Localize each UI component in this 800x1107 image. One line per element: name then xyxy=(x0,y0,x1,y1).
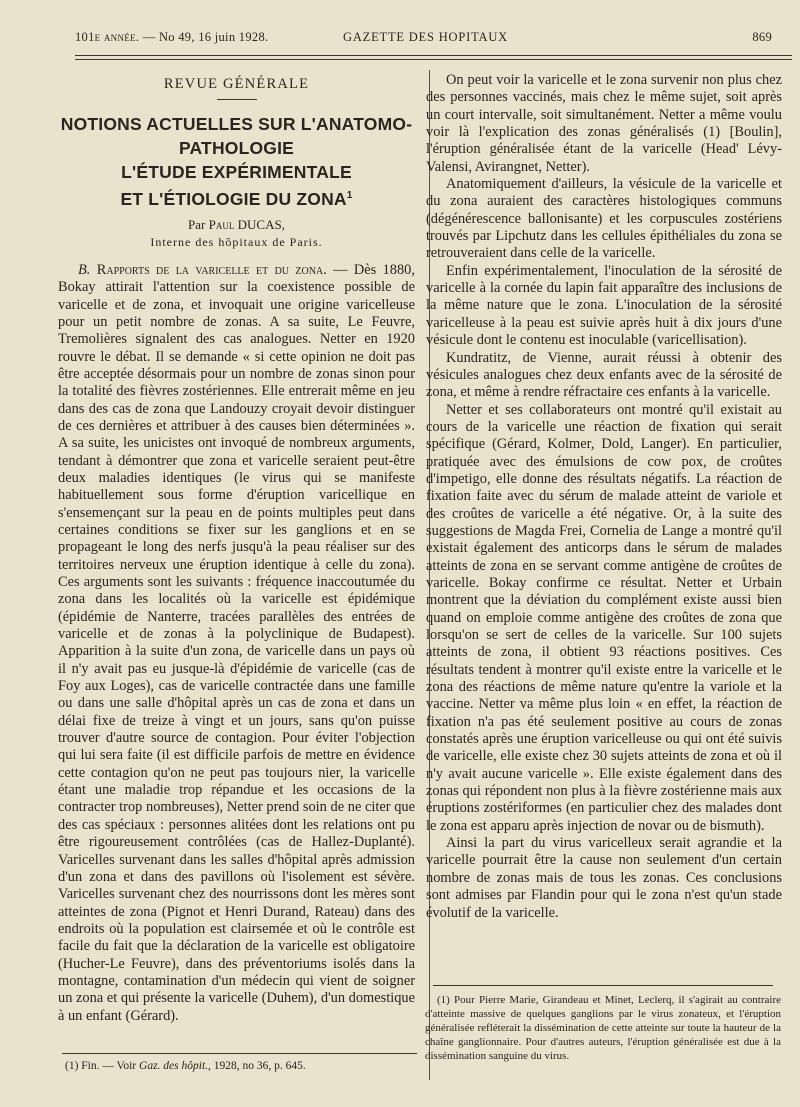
author-role: Interne des hôpitaux de Paris. xyxy=(150,234,323,249)
paragraph: Kundratitz, de Vienne, aurait réussi à obtenir des vésicules analogues chez deux enfants avec de la sérosité de zona, et même à rendre réfractaire ces enfants à la varicelle. xyxy=(426,349,782,401)
article-title-line-1: NOTIONS ACTUELLES SUR L'ANATOMO-PATHOLOGIE xyxy=(60,114,413,158)
footnote-mark: 1 xyxy=(346,190,353,201)
right-column xyxy=(426,72,782,922)
section-title: REVUE GÉNÉRALE xyxy=(163,76,310,92)
footnote-rule xyxy=(62,1053,417,1054)
section-letter: B. xyxy=(78,261,91,278)
footnote-rule-right xyxy=(433,985,773,986)
paragraph: B. Rapports de la varicelle et du zona. — Dès 1880, Bokay attirait l'attention sur la coexistence possible de varicelle et de zona, et invoquait une origine varicelleuse pour un petit nombre de zonas. A sa suite, Le Feuvre, Tremolières signalent des cas analogues. Netter en 1920 rouvre le débat. Il se demande « si cette opinion ne doit pas être acceptée désormais pour un nombre de zonas sinon pour la totalité des fièvres zostériennes. Elle entrerait même en jeu dans des cas de zona que Landouzy croyait devoir distinguer de ces dernières et attribuer à des causes bien déterminées ». A sa suite, les unicistes ont invoqué de nombreux arguments, tendant à démontrer que zona et varicelle seraient peut-être deux maladies identiques (le virus qui se manifeste habituellement sous forme d'éruption varicellique en s'ensemençant sur la peau en de points multiples peut dans certaines conditions se fixer sur les ganglions et en se propageant le long des nerfs jusqu'à la peau réaliser sur des territoires nerveux une éruption identique à celle du zona). Ces arguments sont les suivants : fréquence inaccoutumée du zona dans les localités où la varicelle est épidémique (épidémie de Nanterre, tracées parallèles des entrées de varicelle et de zonas à la polyclinique de Budapest). Apparition à la suite d'un zona, de varicelle dans un pays où il n'y avait pas eu jusque-là d'épidémie de varicelle (cas de Foy aux Loges), cas de varicelle contractée dans une famille ou dans une salle d'hôpital après un cas de zona et dans un délai fixe de treize à vingt et un jours, sans qu'on puisse trouver d'autre source de contagion. Pour éviter l'objection qui lui sera faite (il est difficile parfois de mettre en évidence cette contagion qu'on ne peut pas toujours nier, la varicelle étant une maladie trop répandue et les occasions de la contracter trop nombreuses), Netter prend soin de ne citer que des cas spéciaux : personnes alitées dont les relations ont pu être rigoureusement contrôlées (cas de Hallez-Duplanté). Varicelles survenant dans les salles d'hôpital après admission d'un zona et dans des pavillons où l'isolement est sévère. Varicelles survenant chez des nourrissons dont les mères sont atteintes de zona (Pignot et Henri Durand, Rateau) dans des endroits où la population est clairsemée et où le contrôle est facile du fait que la déclaration de la varicelle est obligatoire (Hucher-Le Feuvre), dans des préventoriums isolés dans la montagne, contamination d'un médecin qui vient de soigner un zona et qui présente la varicelle (Duhem), d'un domestique à un enfant (Gérard). xyxy=(58,261,415,1024)
paragraph: Anatomiquement d'ailleurs, la vésicule de la varicelle et du zona auraient des caractères histologiques communs (dégénérescence ballonisante) et les corpuscules zostériens trouvés par Lipchutz dans les cellules épithéliales du zona se retrouveraient dans celle de la varicelle. xyxy=(426,176,782,262)
header-rule xyxy=(75,55,792,56)
article-title-line-3: ET L'ÉTIOLOGIE DU ZONA$^1$ xyxy=(120,188,353,209)
issue-info: 101e année. — No 49, 16 juin 1928. xyxy=(75,30,269,44)
journal-name: GAZETTE DES HOPITAUX xyxy=(343,30,508,44)
section-heading: Rapports de la varicelle et du zona. xyxy=(96,261,327,278)
paragraph: Enfin expérimentalement, l'inoculation de la sérosité de varicelle à la cornée du lapin fait apparaître des inclusions de la même nature que le zona. L'inoculation de la sérosité varicelleuse à la peau est suivie après huit à dix jours d'une vésicule dont le contenu est inoculable (varicellisation). xyxy=(426,262,782,349)
footnote-left: (1) Fin. — Voir Gaz. des hôpit., 1928, no 36, p. 645. xyxy=(65,1060,306,1072)
article-title-line-2: L'ÉTUDE EXPÉRIMENTALE xyxy=(121,162,352,182)
section-rule xyxy=(217,99,257,100)
left-body-text xyxy=(58,262,415,1025)
header-rule-secondary xyxy=(75,59,792,60)
author-line: Par Paul DUCAS, xyxy=(188,216,285,232)
page-number: 869 xyxy=(752,30,772,44)
author-name: Paul DUCAS, xyxy=(208,216,285,232)
journal-abbrev: Gaz. des hôpit. xyxy=(139,1060,209,1072)
article-title xyxy=(58,112,415,211)
paragraph: On peut voir la varicelle et le zona survenir non plus chez des personnes vaccinés, mais chez le même sujet, soit après un court intervalle, soit simultanément. Netter a même voulu voir là l'explication des zonas généralisés (1) [Boulin], l'éruption généralisée étant de la varicelle (Head' Lévy-Valensi, Avirangnet, Netter). xyxy=(426,72,782,175)
footnote-right: (1) Pour Pierre Marie, Girandeau et Minet, Leclerq, il s'agirait au contraire d'atteinte massive de quelques ganglions par le virus zonateux, et l'éruption généralisée refléterait la dissémination de cette atteinte sur toute la hauteur de la chaîne ganglionnaire. Pour d'autres auteurs, l'éruption généralisée est due à la dissémination sanguine du virus. xyxy=(425,994,781,1063)
left-column xyxy=(58,72,415,1025)
running-head xyxy=(75,30,782,50)
paragraph: Netter et ses collaborateurs ont montré qu'il existait au cours de la varicelle une réaction de fixation qui serait spécifique (Gérard, Kolmer, Dold, Langer). En particulier, pratiquée avec des émulsions de cow pox, de croûtes d'impetigo, elle donne des résultats négatifs. La réaction de fixation faite avec du sérum de malade atteint de variole et des croûtes de varicelle a été négative. Or, à la suite des suggestions de Magda Frei, Cornelia de Lange a montré qu'il existait également des anticorps dans le sérum de malades atteints de zona en se servant comme antigène de croûtes de varicelle. Bokay confirme ce résultat. Netter et Urbain montrent que la déviation du complément existe aussi bien quand on emploie comme antigène des croûtes de zona que lorsqu'on se sert de celles de la varicelle. Sur 100 sujets atteints de zona, il obtient 93 réactions positives. Ces résultats tendent à montrer qu'il existe entre la varicelle et le zona des réactions de même nature qu'entre la variole et la vaccine. Netter va même plus loin « en effet, la réaction de fixation n'a pas été seulement positive au cours de zonas constatés après une éruption varicelleuse ou qui ont été suivis de varicelle, elle existe chez 30 sujets atteints de zona et où il n'y avait aucune varicelle ». Elle existe également dans des zonas qui répondent non plus à la fièvre zostérienne mais aux éruptions zostériformes (en particulier chez des malades dont le zona est apparu après injection de novar ou de bismuth). xyxy=(426,401,782,834)
paragraph: Ainsi la part du virus varicelleux serait agrandie et la varicelle pourrait être la cause non seulement d'un certain nombre de zonas mais de tous les zonas. Ces conclusions sont admises par Flandin pour qui le zona n'est qu'un stade évolutif de la varicelle. xyxy=(426,835,782,921)
